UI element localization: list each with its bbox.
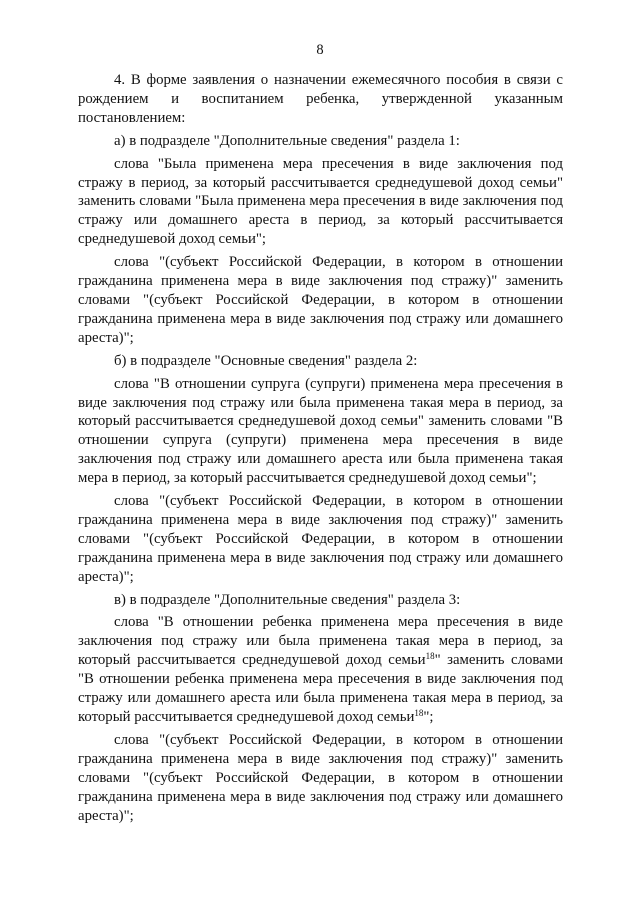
paragraph-b-replacement-1: слова "В отношении супруга (супруги) применена мера пресечения в виде заключения под стражу или была применена такая мера в период, за который рассчитывается среднедушевой доход семьи" заменить словами "В отношении супруга (супруги) применена мера пресечения в виде заключения под стражу или домашнего ареста или была применена такая мера в период, за который рассчитывается среднедушевой доход семьи"; bbox=[78, 375, 563, 487]
paragraph-v-replacement-1 bbox=[78, 613, 563, 726]
paragraph-v-replacement-2: слова "(субъект Российской Федерации, в котором в отношении гражданина применена мера в виде заключения под стражу)" заменить словами "(субъект Российской Федерации, в котором в отношении гражданина применена мера в виде заключения под стражу или домашнего ареста)"; bbox=[78, 731, 563, 824]
paragraph-a-replacement-1: слова "Была применена мера пресечения в виде заключения под стражу в период, за который рассчитывается среднедушевой доход семьи" заменить словами "Была применена мера пресечения в виде заключения под стражу или домашнего ареста в период, за который рассчитывается среднедушевой доход семьи"; bbox=[78, 155, 563, 248]
paragraph-subitem-v: в) в подразделе "Дополнительные сведения" раздела 3: bbox=[114, 591, 461, 608]
paragraph-subitem-a: а) в подразделе "Дополнительные сведения" раздела 1: bbox=[114, 132, 460, 149]
paragraph-item-4-intro: 4. В форме заявления о назначении ежемесячного пособия в связи с рождением и воспитанием ребенка, утвержденной указанным постановлением: bbox=[78, 72, 563, 126]
footnote-ref-18-second: 18 bbox=[414, 708, 424, 719]
paragraph-v-text-part-1: слова "В отношении ребенка применена мера пресечения в виде заключения под стражу или была применена такая мера в период, за который рассчитывается среднедушевой доход семьи bbox=[78, 614, 563, 669]
paragraph-subitem-b: б) в подразделе "Основные сведения" раздела 2: bbox=[114, 352, 418, 369]
paragraph-v-text-part-2: " заменить словами "В отношении ребенка применена мера пресечения в виде заключения под стражу или домашнего ареста или была применена такая мера в период, за который рассчитывается среднедушевой доход семьи bbox=[78, 652, 563, 725]
page-number: 8 bbox=[316, 42, 324, 58]
footnote-ref-18-first: 18 bbox=[425, 651, 435, 662]
paragraph-b-replacement-2: слова "(субъект Российской Федерации, в котором в отношении гражданина применена мера в виде заключения под стражу)" заменить словами "(субъект Российской Федерации, в котором в отношении гражданина применена мера в виде заключения под стражу или домашнего ареста)"; bbox=[78, 493, 563, 585]
paragraph-a-replacement-2: слова "(субъект Российской Федерации, в котором в отношении гражданина применена мера в виде заключения под стражу)" заменить словами "(субъект Российской Федерации, в котором в отношении гражданина применена мера в виде заключения под стражу или домашнего ареста)"; bbox=[78, 254, 563, 346]
paragraph-v-text-part-3: "; bbox=[423, 709, 434, 725]
document-body bbox=[78, 71, 563, 829]
